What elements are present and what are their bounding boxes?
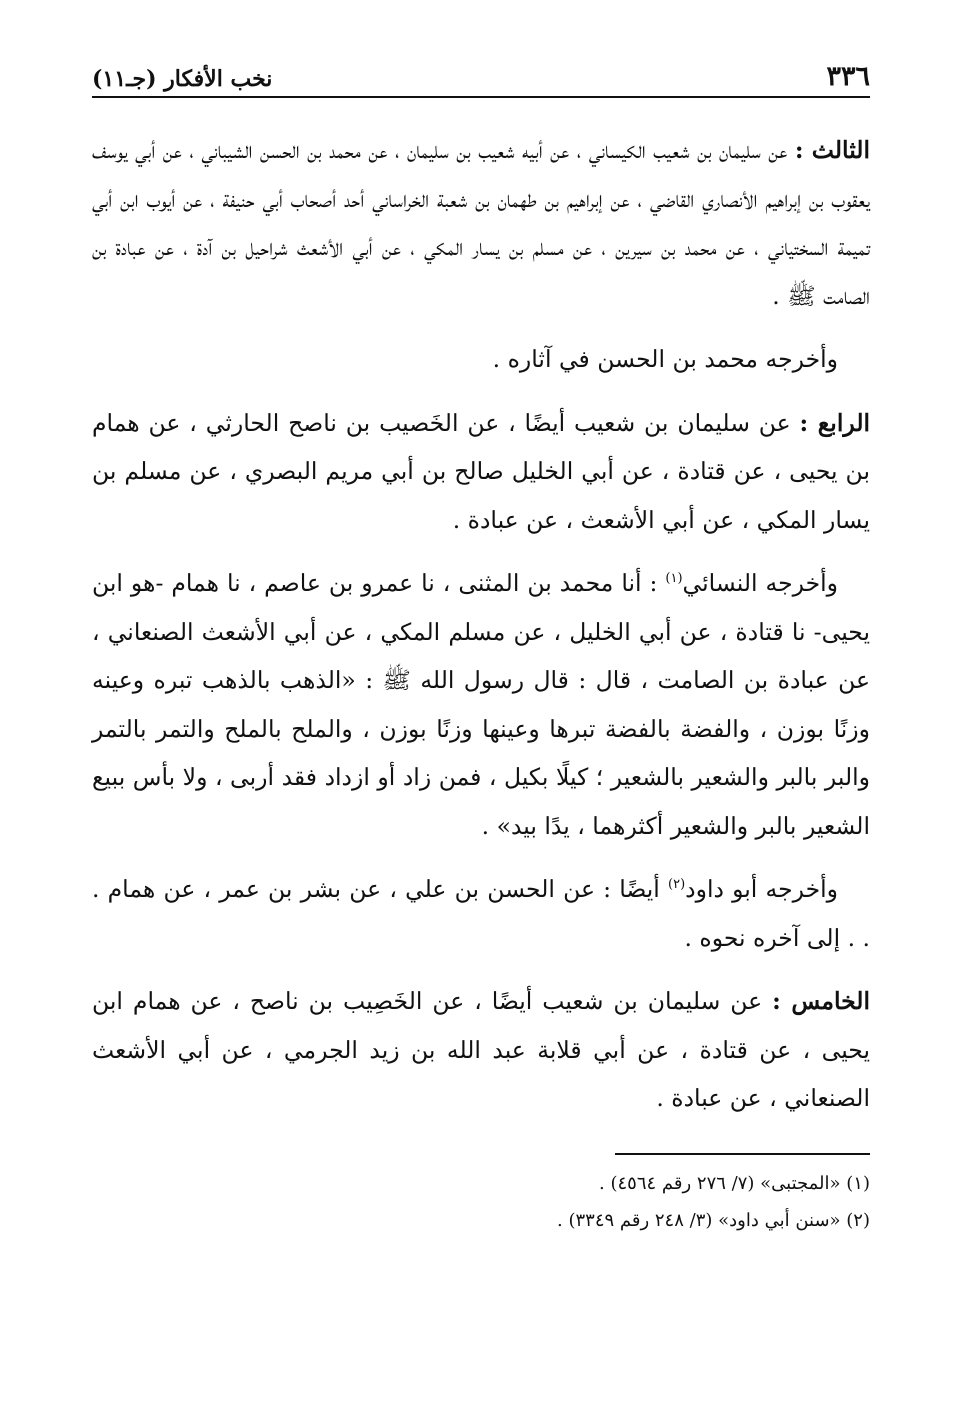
running-header xyxy=(92,56,870,98)
paragraph-text: : أنا محمد بن المثنى ، نا عمرو بن عاصم ، نا همام -هو ابن يحيى- نا قتادة ، عن أبي الخليل ، عن مسلم المكي ، عن أبي الأشعث الصنعاني ، عن عبادة بن الصامت ، قال : قال رسول الله ﷺ : «الذهب بالذهب تبره وعينه وزنًا بوزن ، والفضة بالفضة تبرها وعينها وزنًا بوزن ، والملح بالملح والتمر بالتمر والبر بالبر والشعير بالشعير ؛ كيلًا بكيل ، فمن زاد أو ازداد فقد أربى ، ولا بأس ببيع الشعير بالبر والشعير أكثرهما ، يدًا بيد» . xyxy=(92,569,870,840)
paragraph-third-chain xyxy=(92,126,870,320)
paragraph-lead: الرابع : xyxy=(799,408,871,437)
footnote-1: (١) «المجتبى» (٧/ ٢٧٦ رقم ٤٥٦٤) . xyxy=(599,1172,870,1194)
paragraph-text: وأخرجه النسائي xyxy=(682,569,839,597)
paragraph-nasai-hadith xyxy=(92,559,870,850)
footnotes xyxy=(92,1165,870,1239)
body-text xyxy=(92,126,870,1123)
footnote-ref-1[interactable]: (١) xyxy=(665,571,683,587)
paragraph-abu-dawud xyxy=(92,865,870,962)
paragraph-text: أيضًا : عن الحسن بن علي ، عن بشر بن عمر ، عن همام . . . إلى آخره نحوه . xyxy=(92,875,870,952)
page-number: ٣٣٦ xyxy=(826,61,870,92)
paragraph-text: وأخرجه محمد بن الحسن في آثاره . xyxy=(492,345,838,373)
paragraph-text: عن سليمان بن شعيب أيضًا ، عن الخَصيب بن ناصح الحارثي ، عن همام بن يحيى ، عن قتادة ، عن أبي الخليل صالح بن أبي مريم البصري ، عن مسلم بن يسار المكي ، عن أبي الأشعث ، عن عبادة . xyxy=(92,408,870,534)
footnote-divider xyxy=(615,1153,870,1155)
book-page xyxy=(92,56,870,1239)
paragraph-fourth-chain xyxy=(92,399,870,545)
footnote-2: (٢) «سنن أبي داود» (٣/ ٢٤٨ رقم ٣٣٤٩) . xyxy=(557,1209,870,1231)
footnote-ref-2[interactable]: (٢) xyxy=(668,877,686,893)
paragraph-lead: الثالث : xyxy=(794,136,870,164)
paragraph-lead: الخامس : xyxy=(772,987,870,1015)
paragraph-fifth-chain xyxy=(92,977,870,1123)
paragraph-text: عن سليمان بن شعيب أيضًا ، عن الخَصِيب بن ناصح ، عن همام ابن يحيى ، عن قتادة ، عن أبي قلابة عبد الله بن زيد الجرمي ، عن أبي الأشعث الصنعاني ، عن عبادة . xyxy=(92,987,870,1112)
paragraph-text: عن سليمان بن شعيب الكيساني ، عن أبيه شعيب بن سليمان ، عن محمد بن الحسن الشيباني ، عن أبي يوسف يعقوب بن إبراهيم الأنصاري القاضي ، عن إبراهيم بن طهمان بن شعبة الخراساني أحد أصحاب أبي حنيفة ، عن أيوب ابن أبي تميمة السختياني ، عن محمد بن سيرين ، عن مسلم بن يسار المكي ، عن أبي الأشعث شراحيل بن آدة ، عن عبادة بن الصامت ﷺ . xyxy=(92,136,870,310)
paragraph-athar-note xyxy=(92,335,870,384)
book-title: نخب الأفكار (جـ١١) xyxy=(92,66,273,92)
paragraph-text: وأخرجه أبو داود xyxy=(685,875,838,903)
